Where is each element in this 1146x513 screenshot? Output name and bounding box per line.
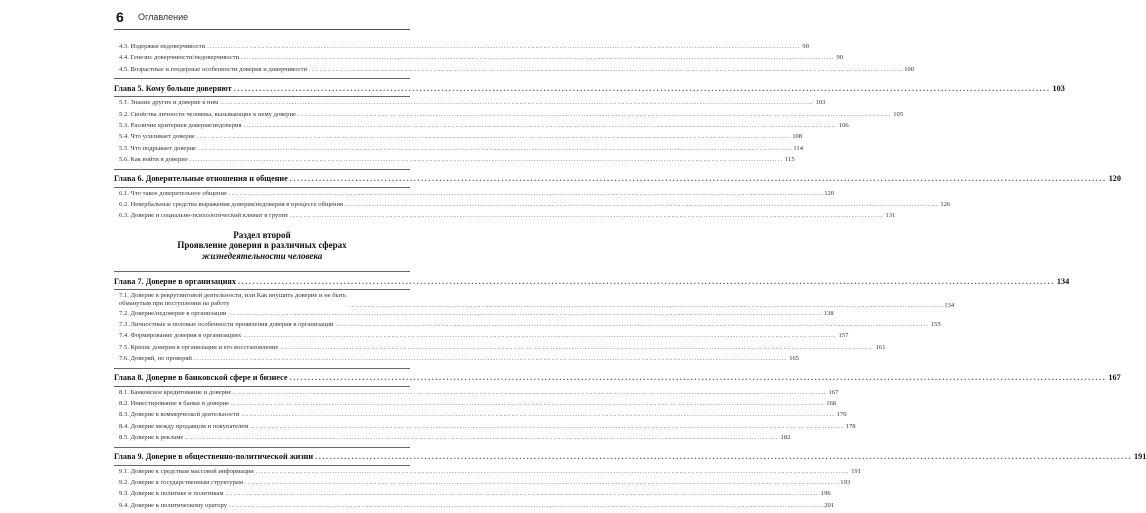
dot-leader [231,400,824,407]
dot-leader [185,434,778,441]
dot-leader [229,190,822,197]
toc-entry[interactable]: 9.4. Доверие к политическому оратору ..... 201 [114,502,410,513]
toc-entry[interactable]: 7.6. Доверяй, но проверяй ..... 165 [114,355,410,366]
divider-rule [114,78,410,79]
dot-leader [241,411,834,418]
toc-entry[interactable]: 4.4. Генезис доверчивости/недоверчивости ..... 90 [114,54,410,65]
dot-leader [238,277,1055,286]
toc-entry[interactable]: 8.5. Доверие к рекламе ..... 182 [114,434,410,445]
dot-leader [190,156,783,163]
toc-entry[interactable]: 7.5. Кризис доверия в организации и его восстановление ..... 161 [114,344,410,355]
dot-leader [226,490,819,497]
toc-entry[interactable]: 7.3. Личностные и половые особенности проявления доверия в организации ..... 155 [114,321,410,332]
dot-leader [290,373,1107,382]
dot-leader [220,99,813,106]
dot-leader [229,502,822,509]
toc-entry[interactable]: 5.4. Что усиливает доверие ..... 108 [114,133,410,144]
divider-rule [114,289,410,290]
toc-entry[interactable]: 8.3. Доверие в коммерческой деятельности ..... 170 [114,411,410,422]
divider-rule [114,386,410,387]
toc-entry[interactable]: 6.2. Невербальные средства выражения доверия/недоверия в процессе общения ..... 126 [114,201,410,212]
toc-entry[interactable]: 8.2. Инвестирование в банки и доверие ..... 168 [114,400,410,411]
header-rule [114,29,410,30]
dot-leader [250,423,843,430]
page-header [114,9,410,31]
divider-rule [114,368,410,369]
dot-leader [245,479,838,486]
dot-leader [241,54,834,61]
toc-entry[interactable]: 9.3. Доверие к политике и политикам ..... 196 [114,490,410,501]
toc-entry[interactable]: 5.1. Знание других и доверие к ним ..... 103 [114,99,410,110]
toc-chapter-8[interactable]: Глава 8. Доверие в банковской сфере и бизнесе ..... 167 [114,371,410,385]
toc-chapter-6[interactable]: Глава 6. Доверительные отношения и общение ..... 120 [114,172,410,186]
dot-leader [315,452,1132,461]
section-title-line: жизнедеятельности человека [201,250,323,261]
toc-entry[interactable]: 9.2. Доверие к государственным структурам ..... 193 [114,479,410,490]
dot-leader [194,355,787,362]
dot-leader [298,111,891,118]
running-title: Оглавление [138,12,189,22]
toc-entry[interactable]: 5.2. Свойства личности человека, вызывающие к нему доверие ..... 105 [114,111,410,122]
toc-entry[interactable]: 4.5. Возрастные и гендерные особенности доверия и доверчивости ..... 100 [114,66,410,77]
toc-entry[interactable]: 8.1. Банковское кредитование и доверие ..... 167 [114,389,410,400]
toc-entry[interactable]: 5.5. Что подрывает доверие ..... 114 [114,145,410,156]
toc-entry[interactable]: 7.2. Доверие/недоверие в организации ..... 138 [114,310,410,321]
dot-leader [290,212,883,219]
divider-rule [114,96,410,97]
dot-leader [233,389,826,396]
section-heading [114,230,410,262]
toc-entry[interactable]: 5.6. Как войти в доверие ..... 115 [114,156,410,167]
dot-leader [345,201,938,208]
toc-entry[interactable]: 6.1. Что такое доверительное общение ..... 120 [114,190,410,201]
toc-entry[interactable]: 6.3. Доверие и социально-психологический климат в группе ..... 131 [114,212,410,223]
section-title-line: Проявление доверия в различных сферах [177,240,347,251]
dot-leader [309,66,902,73]
dot-leader [290,174,1107,183]
dot-leader [229,310,822,317]
toc-entry[interactable]: 4.3. Издержки недоверчивости ..... 90 [114,43,410,54]
divider-rule [114,187,410,188]
divider-rule [114,447,410,448]
toc-entry[interactable]: 5.3. Различие критериев доверия/недоверия ..... 106 [114,122,410,133]
dot-leader [234,84,1051,93]
divider-rule [114,465,410,466]
dot-leader [336,321,929,328]
toc-entry[interactable]: 7.4. Формирование доверия в организациях ..... 157 [114,332,410,343]
dot-leader [207,43,800,50]
dot-leader [244,122,837,129]
dot-leader [256,468,849,475]
toc-chapter-5[interactable]: Глава 5. Кому больше доверяют ..... 103 [114,81,410,95]
toc-entry[interactable]: 7.1. Доверие в рекрутинговой деятельности, или Как внушить доверие и не быть обманутым при поступлении на работу ..... 134 [114,292,410,309]
divider-rule [114,169,410,170]
page-number: 6 [116,9,124,25]
toc-chapter-7[interactable]: Глава 7. Доверие в организациях ..... 134 [114,274,410,288]
dot-leader [243,332,836,339]
toc-chapter-9[interactable]: Глава 9. Доверие в общественно-политической жизни ..... 191 [114,450,410,464]
section-number: Раздел второй [233,229,291,240]
dot-leader [198,145,791,152]
dot-leader [280,344,873,351]
dot-leader [349,302,942,309]
toc-entry[interactable]: 9.1. Доверие к средствам массовой информации ..... 191 [114,468,410,479]
dot-leader [197,133,790,140]
divider-rule [114,271,410,272]
table-of-contents [114,43,1146,513]
toc-entry[interactable]: 8.4. Доверие между продавцом и покупателем ..... 178 [114,423,410,434]
